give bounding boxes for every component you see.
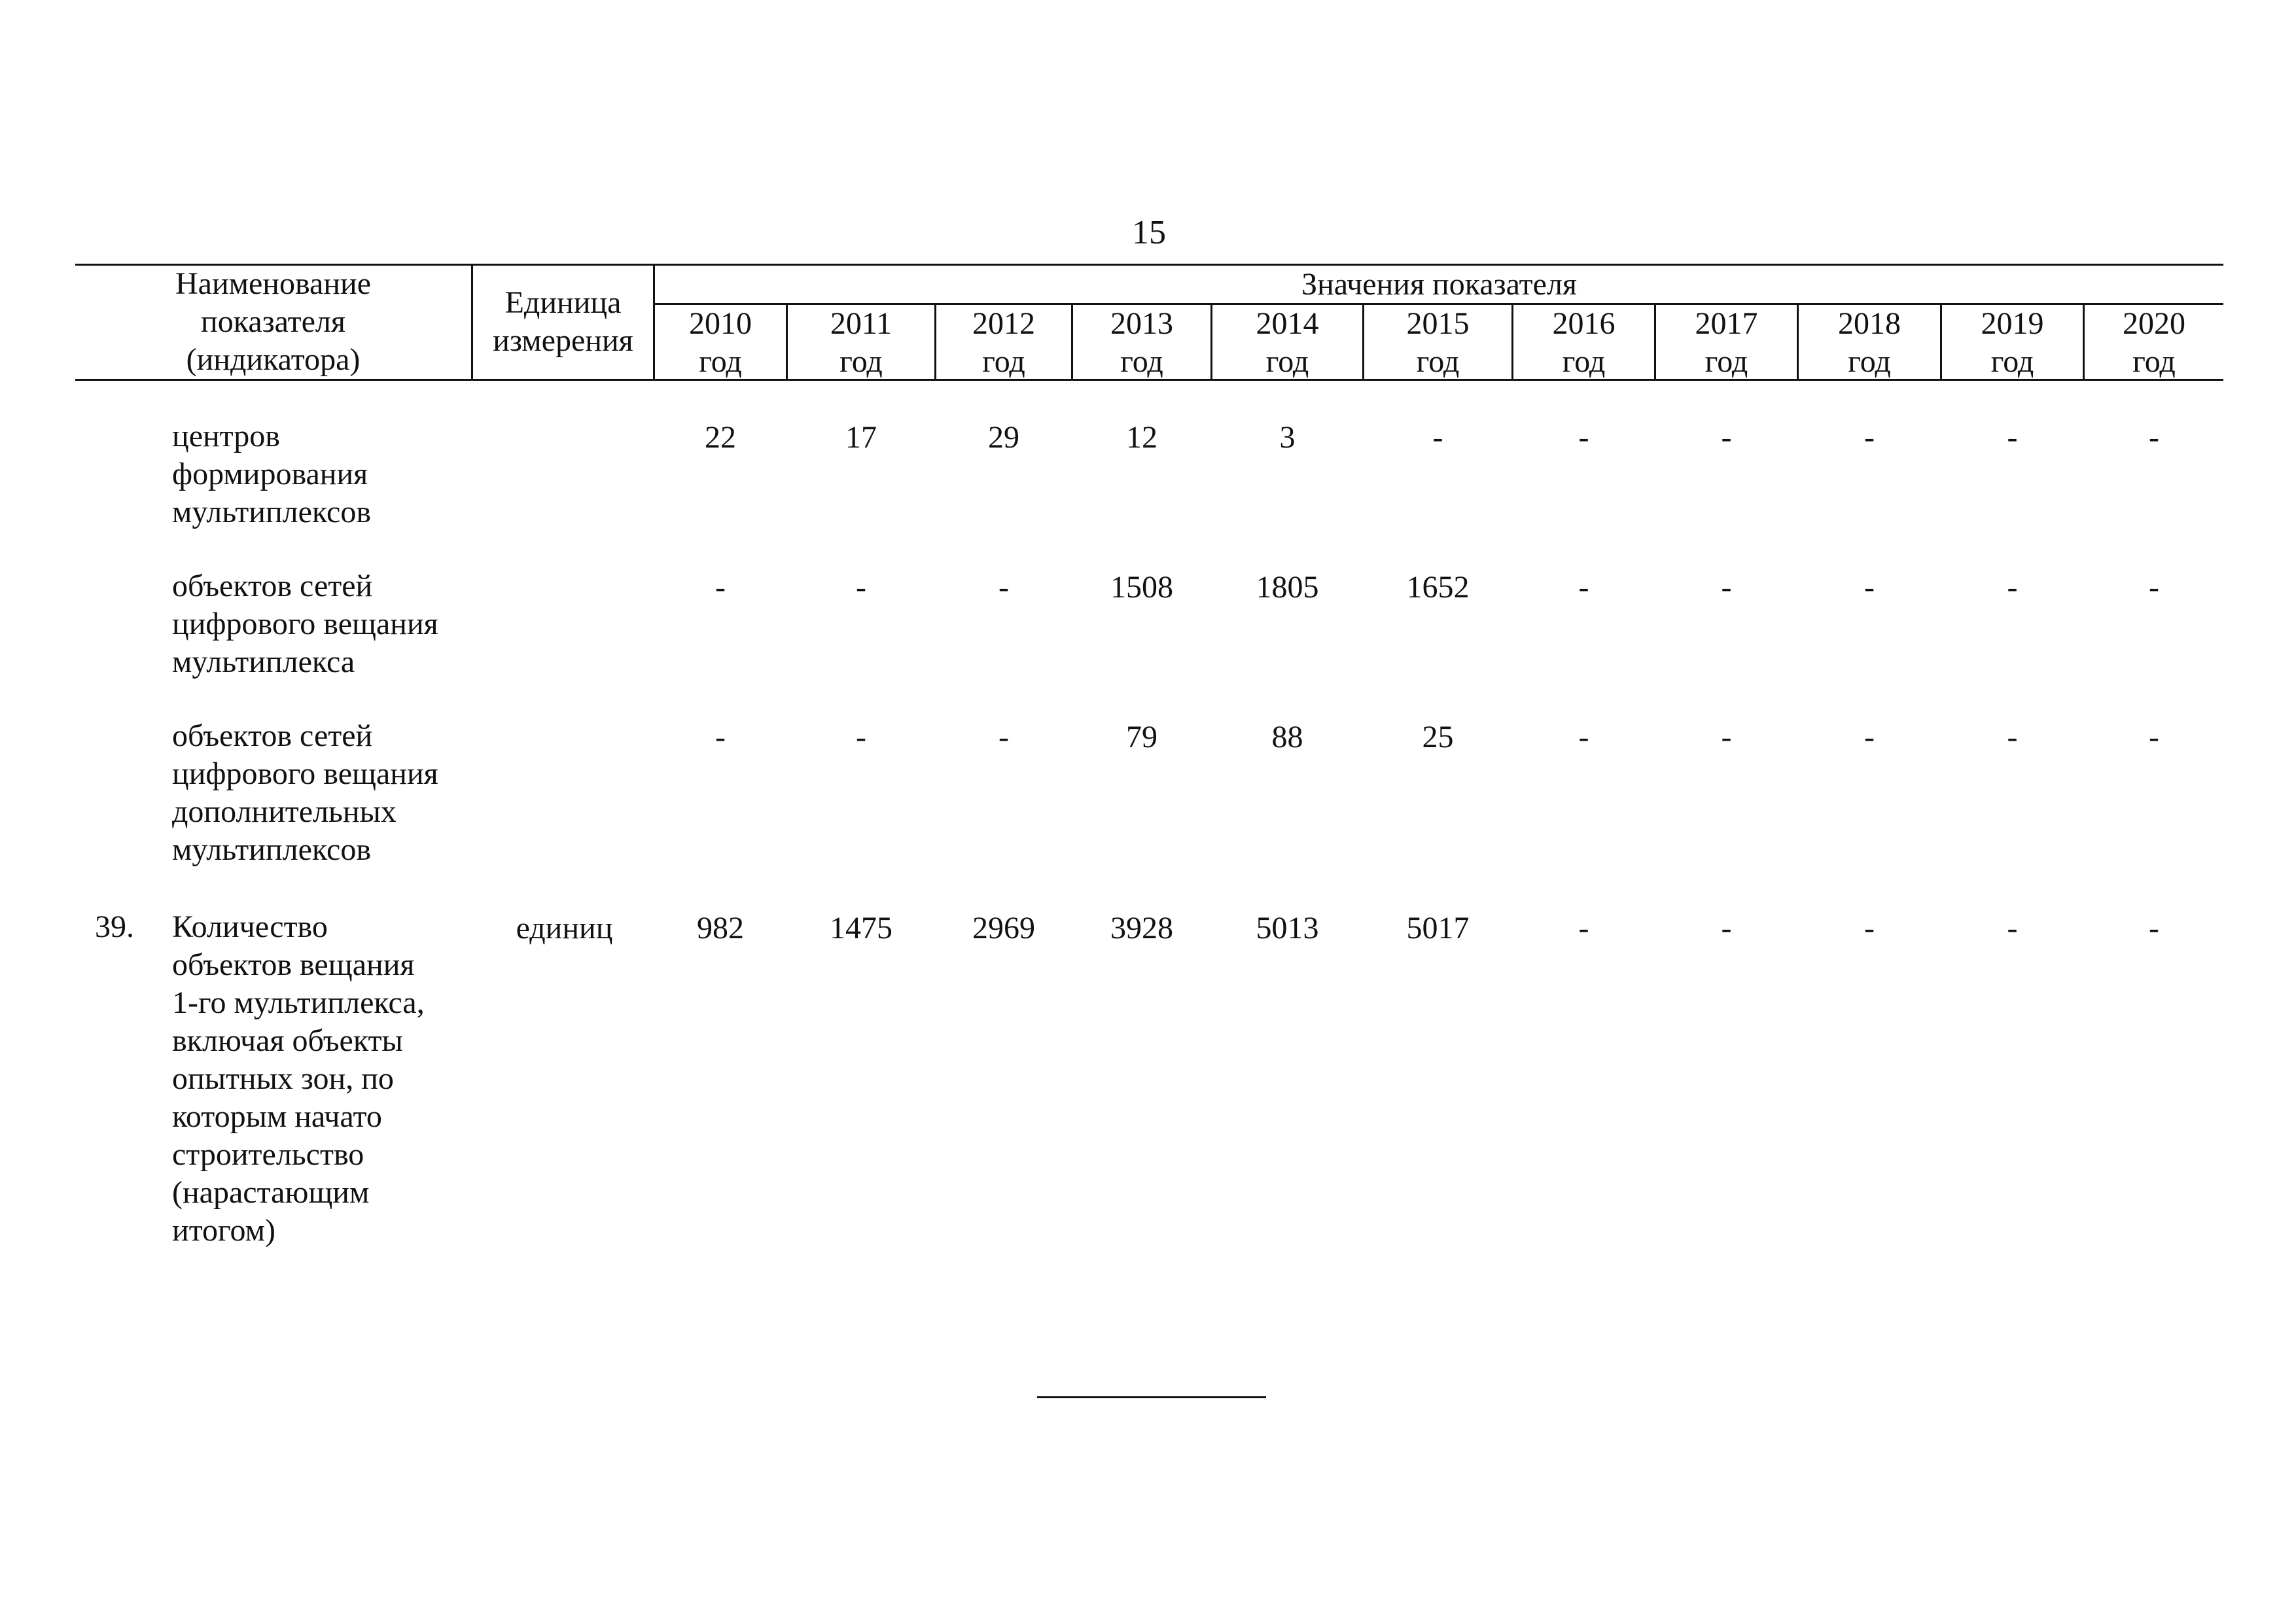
value-cell: - [1432,420,1443,455]
value-cell: - [715,570,726,605]
value-cell: 1508 [1110,570,1173,605]
value-cell: 1475 [830,911,892,945]
indicator-name-line: Количество [172,909,328,944]
value-cell: 12 [1126,420,1157,455]
header-name-line: Наименование [175,266,372,301]
header-year: 2019 [1981,306,2044,341]
header-year-suffix: год [2132,344,2176,379]
value-cell: 5017 [1406,911,1470,945]
indicator-name [172,417,371,531]
indicator-name-line: мультиплекса [172,644,355,679]
header-name-line: (индикатора) [186,342,361,377]
indicator-name-line: цифрового вещания [172,607,438,641]
value-cell: - [2149,720,2159,754]
page-number: 15 [1132,214,1166,251]
value-cell: - [998,570,1009,605]
value-cell: 17 [845,420,877,455]
value-cell: - [2149,420,2159,455]
value-cell: 29 [988,420,1019,455]
header-year-suffix: год [1265,344,1309,379]
value-cell: - [856,720,866,754]
value-cell: - [1721,911,1732,945]
unit-cell: единиц [516,911,613,945]
header-year-suffix: год [839,344,883,379]
indicator-name-line: формирования [172,457,368,491]
header-year-cell [655,305,786,381]
value-cell: - [1578,420,1589,455]
value-cell: - [715,720,726,754]
value-cell: - [1578,911,1589,945]
indicator-name-line: объектов сетей [172,569,373,603]
value-cell: 5013 [1256,911,1319,945]
indicator-name-line: включая объекты [172,1023,403,1058]
indicator-name-line: опытных зон, по [172,1061,394,1096]
header-year-suffix: год [1848,344,1891,379]
value-cell: - [1578,720,1589,754]
value-cell: 1652 [1406,570,1470,605]
indicator-name-line: центров [172,419,280,453]
header-year-cell [1513,305,1654,381]
header-year-cell [1212,305,1362,381]
value-cell: - [1721,720,1732,754]
value-cell: - [2007,420,2018,455]
header-year-cell [788,305,934,381]
indicator-name-line: итогом) [172,1213,275,1248]
header-year-cell [1942,305,2083,381]
header-name-cell [75,265,471,379]
value-cell: 22 [705,420,736,455]
value-cell: - [1864,570,1875,605]
header-year-suffix: год [1990,344,2034,379]
indicator-name-line: объектов вещания [172,947,415,982]
value-cell: 79 [1126,720,1157,754]
value-cell: 3928 [1110,911,1173,945]
value-cell: 88 [1271,720,1303,754]
indicator-name-line: объектов сетей [172,718,373,753]
header-name-line: показателя [201,304,345,339]
value-cell: - [1578,570,1589,605]
header-year: 2016 [1552,306,1616,341]
value-cell: - [1864,420,1875,455]
value-cell: - [1721,420,1732,455]
value-cell: 3 [1279,420,1296,455]
indicator-name [172,717,438,869]
header-year: 2010 [689,306,752,341]
indicator-name [172,908,425,1250]
header-year: 2011 [830,306,892,341]
value-cell: 1805 [1256,570,1319,605]
header-year: 2020 [2123,306,2185,341]
indicator-name-line: строительство [172,1137,364,1172]
indicator-name-line: (нарастающим [172,1175,370,1210]
value-cell: - [2007,570,2018,605]
header-year-cell [936,305,1071,381]
indicator-name-line: которым начато [172,1099,382,1134]
indicator-name-line: мультиплексов [172,832,371,867]
header-year-cell [2085,305,2223,381]
header-year-cell [1656,305,1797,381]
header-year-suffix: год [1704,344,1748,379]
header-year: 2018 [1838,306,1901,341]
header-year-suffix: год [699,344,742,379]
header-year-suffix: год [982,344,1025,379]
value-cell: 2969 [972,911,1035,945]
header-year: 2015 [1406,306,1470,341]
header-year-cell [1364,305,1511,381]
header-year-cell [1073,305,1210,381]
header-year-suffix: год [1562,344,1606,379]
value-cell: - [1864,720,1875,754]
indicator-name-line: цифрового вещания [172,756,438,791]
indicator-name-line: 1-го мультиплекса, [172,985,425,1020]
header-year-cell [1799,305,1940,381]
value-cell: - [2149,570,2159,605]
value-cell: - [1864,911,1875,945]
header-year: 2012 [972,306,1035,341]
header-year-suffix: год [1120,344,1163,379]
value-cell: - [2149,911,2159,945]
value-cell: - [2007,720,2018,754]
indicator-name-line: дополнительных [172,794,397,829]
value-cell: - [2007,911,2018,945]
header-unit-line: измерения [493,323,633,358]
header-year: 2014 [1256,306,1319,341]
header-year-suffix: год [1416,344,1460,379]
header-year: 2013 [1110,306,1173,341]
value-cell: - [998,720,1009,754]
indicator-name [172,567,438,681]
indicator-name-line: мультиплексов [172,495,371,529]
end-of-table-rule [1037,1396,1266,1398]
header-values-title: Значения показателя [1301,267,1577,302]
header-unit-line: Единица [504,285,622,320]
value-cell: 982 [697,911,744,945]
value-cell: 25 [1422,720,1454,754]
header-unit-cell [473,284,653,360]
value-cell: - [1721,570,1732,605]
header-year: 2017 [1695,306,1758,341]
row-number: 39. [95,909,134,944]
value-cell: - [856,570,866,605]
